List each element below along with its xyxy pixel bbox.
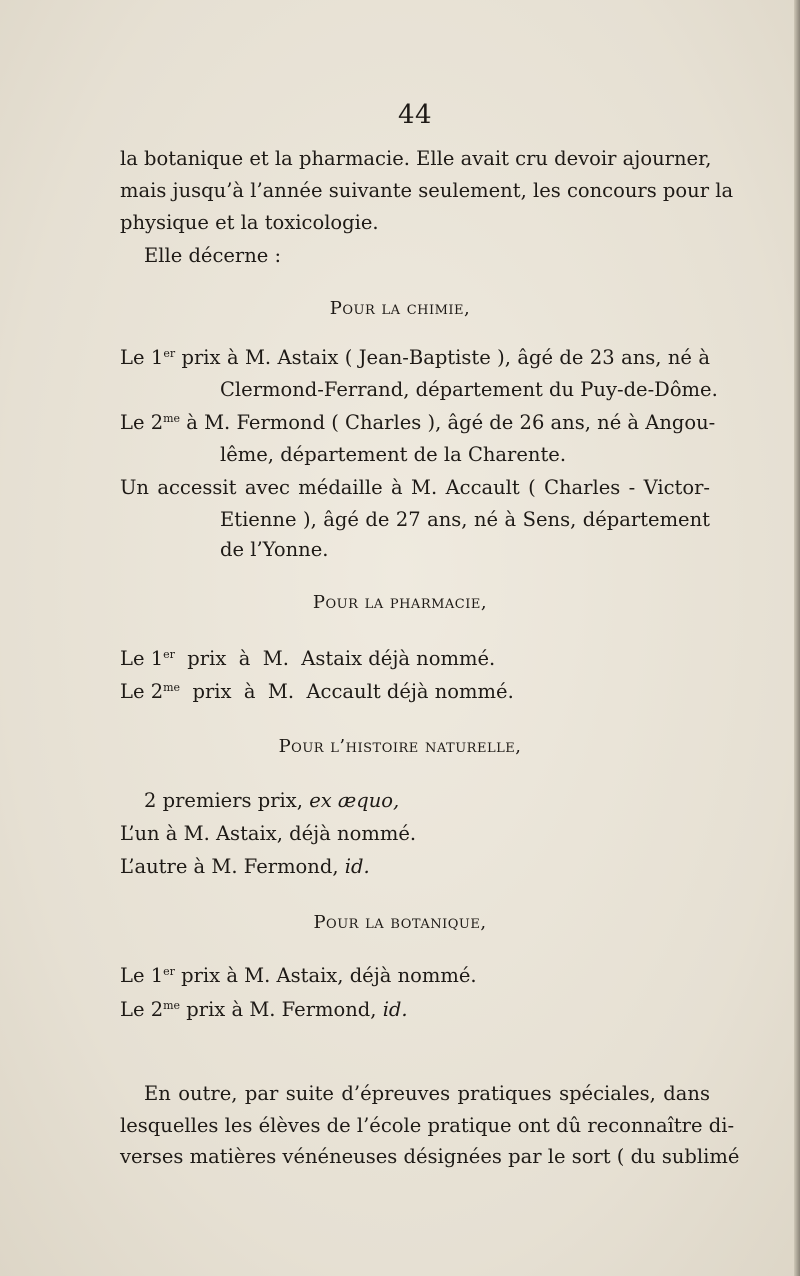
prize-entry-line bbox=[120, 851, 710, 883]
prize-entry-line bbox=[120, 994, 710, 1026]
entry-text: prix à M. Astaix, déjà nommé. bbox=[174, 964, 477, 987]
paragraph-line: En outre, par suite d’épreuves pratiques spéciales, dans bbox=[144, 1082, 710, 1105]
entry-prefix: Le 2 bbox=[120, 680, 164, 703]
prize-entry-line bbox=[120, 643, 710, 675]
paragraph-line: verses matières vénéneuses désignées par le sort ( du sublimé bbox=[120, 1145, 740, 1168]
ordinal-suffix: er bbox=[163, 648, 175, 661]
paragraph-line: mais jusqu’à l’année suivante seulement, les concours pour la bbox=[120, 179, 734, 202]
section-heading-chimie bbox=[0, 298, 800, 319]
ordinal-suffix: me bbox=[163, 999, 181, 1012]
entry-prefix: Un bbox=[120, 476, 149, 499]
ordinal-suffix: me bbox=[163, 681, 181, 694]
page-edge bbox=[794, 0, 800, 1276]
paragraph-line: la botanique et la pharmacie. Elle avait cru devoir ajourner, bbox=[120, 147, 712, 170]
section-heading-botanique bbox=[0, 912, 800, 933]
entry-prefix: Le 1 bbox=[120, 647, 164, 670]
prize-entry-line bbox=[120, 960, 710, 992]
ordinal-suffix: er bbox=[163, 965, 175, 978]
prize-entry-line bbox=[120, 785, 710, 817]
section-heading-histoire-naturelle bbox=[0, 736, 800, 757]
decerne-line: Elle décerne : bbox=[144, 244, 282, 267]
entry-text: à M. Fermond ( Charles ), âgé de 26 ans, né à Angou- bbox=[180, 411, 716, 434]
prize-entry-line bbox=[120, 407, 716, 439]
entry-text: prix à M. Accault déjà nommé. bbox=[180, 680, 514, 703]
entry-text: accessit avec médaille à M. Accault ( Charles - Victor- bbox=[149, 476, 710, 499]
entry-prefix: Le 1 bbox=[120, 964, 164, 987]
paragraph-line: lesquelles les élèves de l’école pratique ont dû reconnaître di- bbox=[120, 1114, 735, 1137]
entry-prefix: Le 2 bbox=[120, 998, 164, 1021]
prize-entry-line bbox=[120, 342, 710, 374]
paragraph-line: physique et la toxicologie. bbox=[120, 211, 379, 234]
prize-entry-continuation: Clermond-Ferrand, département du Puy-de-Dôme. bbox=[220, 378, 718, 401]
entry-text: L’autre à M. Fermond, bbox=[120, 855, 345, 878]
prize-entry-line: L’un à M. Astaix, déjà nommé. bbox=[120, 822, 417, 845]
heading-text: Pour l’histoire naturelle, bbox=[278, 736, 522, 757]
ordinal-suffix: me bbox=[163, 412, 181, 425]
page-number: 44 bbox=[398, 100, 433, 130]
entry-prefix: Le 2 bbox=[120, 411, 164, 434]
prize-entry-line bbox=[120, 472, 710, 504]
prize-entry-continuation: Etienne ), âgé de 27 ans, né à Sens, département bbox=[220, 508, 710, 531]
prize-entry-continuation: lême, département de la Charente. bbox=[220, 443, 567, 466]
heading-text: Pour la pharmacie, bbox=[312, 592, 488, 613]
heading-text: Pour la chimie, bbox=[329, 298, 471, 319]
entry-prefix: Le 1 bbox=[120, 346, 164, 369]
section-heading-pharmacie bbox=[0, 592, 800, 613]
entry-text: prix à M. Fermond, bbox=[180, 998, 383, 1021]
heading-text: Pour la botanique, bbox=[313, 912, 487, 933]
ordinal-suffix: er bbox=[163, 347, 176, 360]
entry-italic: id. bbox=[344, 855, 370, 878]
entry-text: prix à M. Astaix déjà nommé. bbox=[174, 647, 496, 670]
prize-entry-continuation: de l’Yonne. bbox=[220, 538, 329, 561]
entry-italic: ex æquo, bbox=[309, 789, 400, 812]
entry-text: prix à M. Astaix ( Jean-Baptiste ), âgé de 23 ans, né à bbox=[175, 346, 710, 369]
entry-italic: id. bbox=[382, 998, 408, 1021]
prize-entry-line bbox=[120, 676, 710, 708]
entry-text: 2 premiers prix, bbox=[144, 789, 310, 812]
